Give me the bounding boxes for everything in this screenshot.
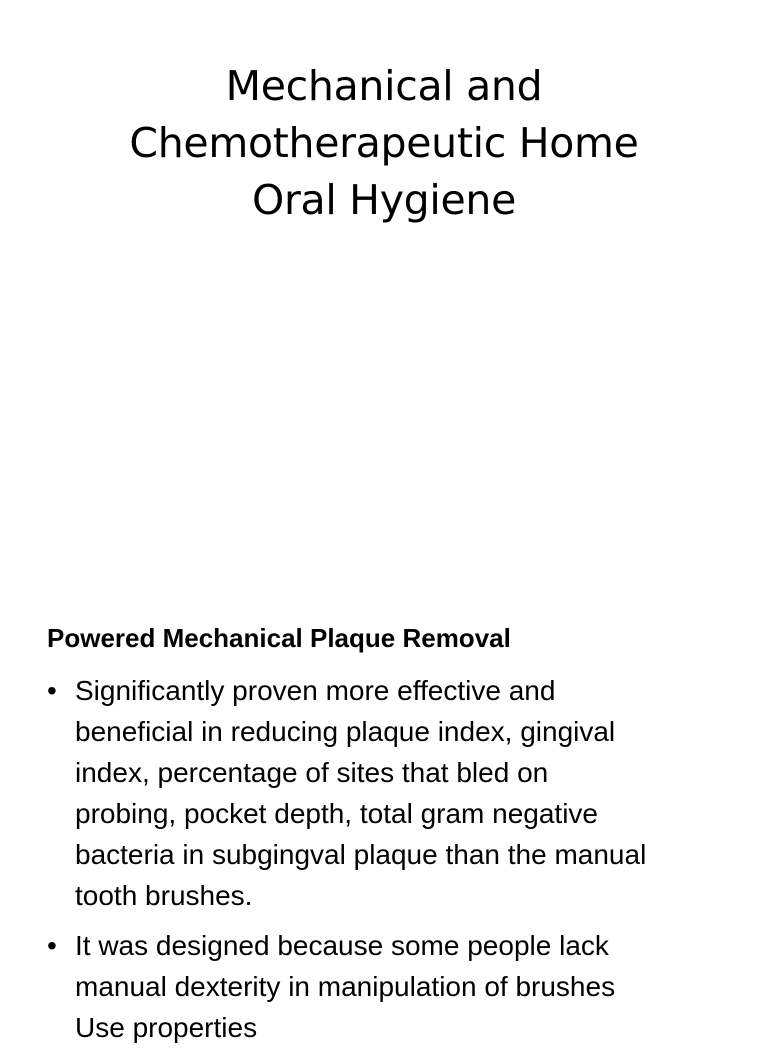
slide-title xyxy=(60,58,708,229)
bullet-line: beneficial in reducing plaque index, gingival xyxy=(75,716,616,747)
bullet-line: Significantly proven more effective and xyxy=(75,675,556,706)
section-heading: Powered Mechanical Plaque Removal xyxy=(47,623,511,653)
bullet-line: Use properties xyxy=(75,1012,258,1043)
bullet-list xyxy=(47,670,747,1057)
bullet-icon: • xyxy=(47,675,57,706)
title-line: Oral Hygiene xyxy=(251,176,517,224)
bullet-icon: • xyxy=(47,930,57,961)
bullet-line: index, percentage of sites that bled on xyxy=(75,757,549,788)
bullet-line: probing, pocket depth, total gram negative xyxy=(75,798,599,829)
bullet-line: tooth brushes. xyxy=(75,880,253,911)
bullet-line: It was designed because some people lack xyxy=(75,930,609,961)
bullet-item xyxy=(47,670,747,916)
bullet-line: bacteria in subgingval plaque than the manual xyxy=(75,839,647,870)
title-line: Mechanical and xyxy=(225,62,543,110)
content-slide xyxy=(0,576,768,1043)
title-line: Chemotherapeutic Home xyxy=(129,119,639,167)
bullet-item xyxy=(47,925,747,1048)
bullet-line: manual dexterity in manipulation of brushes xyxy=(75,971,616,1002)
